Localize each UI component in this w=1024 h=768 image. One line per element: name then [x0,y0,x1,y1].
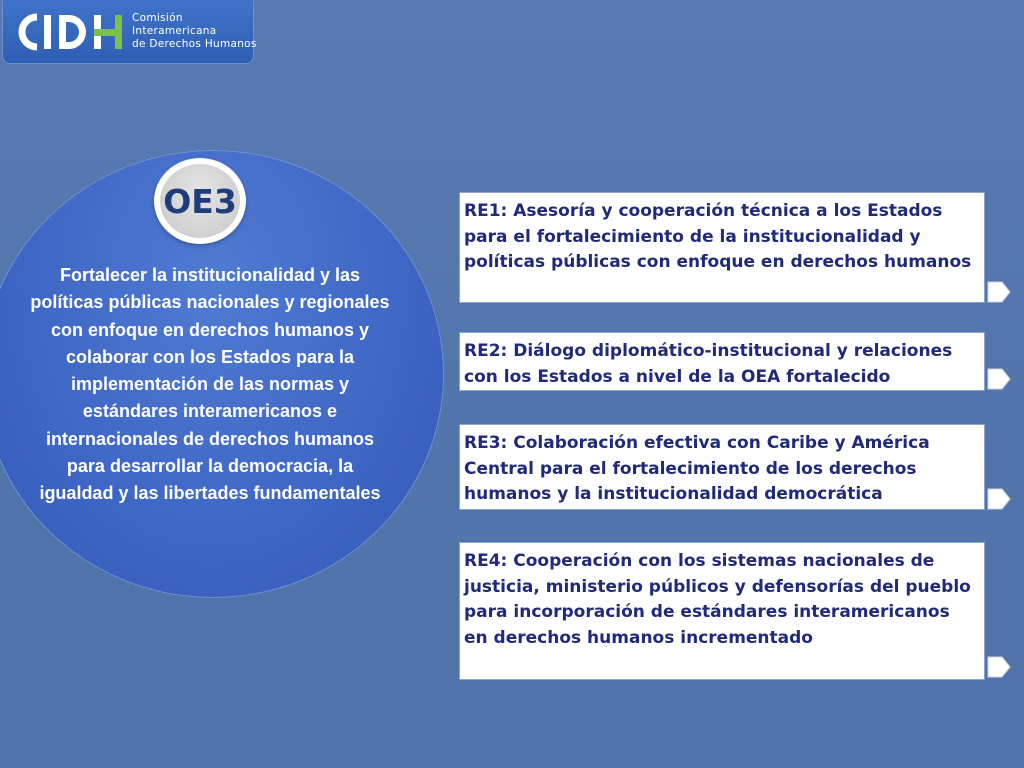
result-box-re1: RE1: Asesoría y cooperación técnica a los Estados para el fortalecimiento de la institucionalidad y políticas públicas con enfoque en derechos humanos [459,192,985,303]
objective-code: OE3 [163,181,237,221]
logo-text [132,12,257,51]
objective-badge [154,158,246,244]
cidh-logo-mark [17,11,127,53]
logo-line-1: Comisión [132,12,183,24]
objective-text: Fortalecer la institucionalidad y las políticas públicas nacionales y regionales con enfoque en derechos humanos y colaborar con los Estados para la implementación de las normas y estándares interamericanos e internacionales de derechos humanos para desarrollar la democracia, la igualdad y las libertades fundamentales [30,265,390,504]
result-box-re3: RE3: Colaboración efectiva con Caribe y América Central para el fortalecimiento de los derechos humanos y la institucionalidad democrática [459,424,985,510]
result-box-re4: RE4: Cooperación con los sistemas nacionales de justicia, ministerio públicos y defensorías del pueblo para incorporación de estándares interamericanos en derechos humanos incrementado [459,542,985,680]
logo-line-2: Interamericana [132,25,217,37]
cidh-logo [2,0,257,64]
arrow-right-icon [987,281,1011,303]
logo-line-3: de Derechos Humanos [132,38,257,50]
arrow-right-icon [987,368,1011,390]
arrow-right-icon [987,656,1011,678]
objective-badge-inner [160,164,240,238]
arrow-right-icon [987,488,1011,510]
result-box-re2: RE2: Diálogo diplomático-institucional y relaciones con los Estados a nivel de la OEA fortalecido [459,332,985,391]
